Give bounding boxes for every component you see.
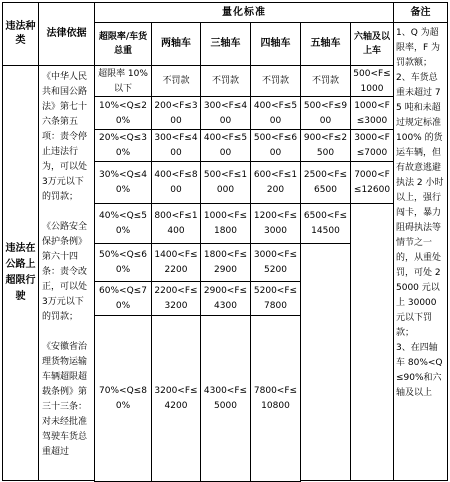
three-axle-cell-text: 400<F≤500 <box>203 133 248 158</box>
overload-rate-cell-text: 40%<Q≤50% <box>99 211 147 236</box>
four-axle-cell <box>250 203 301 245</box>
five-axle-header-text: 五轴车 <box>310 38 341 49</box>
overload-rate-cell-text: 10%<Q≤20% <box>99 100 147 126</box>
four-axle-cell-text: 400<F≤500 <box>253 100 298 126</box>
quantification-standard-header <box>94 2 394 23</box>
five-axle-cell <box>300 243 351 481</box>
three-axle-cell <box>200 129 251 163</box>
three-axle-header-text: 三轴车 <box>210 38 241 49</box>
four-axle-cell <box>250 281 301 317</box>
overload-rate-cell-text: 30%<Q≤40% <box>99 170 147 195</box>
three-axle-cell <box>200 315 251 482</box>
four-axle-cell-text: 1200<F≤3000 <box>253 211 298 236</box>
overload-rate-cell-text: 超限率 10%以下 <box>98 68 148 94</box>
three-axle-cell-text: 1000<F≤1800 <box>203 211 248 236</box>
three-axle-cell-text: 500<F≤1000 <box>203 170 248 195</box>
two-axle-cell <box>151 281 201 317</box>
four-axle-cell-text: 5200<F≤7800 <box>253 286 298 311</box>
two-axle-cell <box>151 129 201 163</box>
two-axle-header-text: 两轴车 <box>161 38 191 49</box>
six-axle-cell-text: 500<F≤1000 <box>353 68 391 94</box>
two-axle-cell-text: 800<F≤1400 <box>154 211 198 236</box>
six-axle-cell-text: 1000<F≤3000 <box>354 100 390 126</box>
overload-rate-cell-text: 20%<Q≤30% <box>99 133 147 158</box>
four-axle-cell-text: 7800<F≤10800 <box>253 385 298 411</box>
overload-rate-header-text: 超限率/车货总重 <box>98 32 148 56</box>
remarks-text: 1、Q 为超限率，F 为罚款额； 2、车货总重未超过 75 吨和未超过规定标准 100% 的货运车辆，但有故意逃避执法 2 小时以上，强行闯卡，暴力阻碍执法等情节之一的，从重处罚，可处 25000 元以上 30000 元以下罚款； 3、在四轴车 80%<Q≤90%和六轴及以上 <box>396 28 444 398</box>
two-axle-cell-text: 400<F≤800 <box>154 170 198 195</box>
four-axle-cell <box>250 315 301 482</box>
three-axle-cell-text: 300<F≤400 <box>203 100 248 126</box>
four-axle-header <box>250 22 301 66</box>
overload-rate-cell <box>94 203 152 245</box>
four-axle-cell-text: 不罚款 <box>261 76 289 86</box>
four-axle-cell <box>250 243 301 283</box>
two-axle-cell <box>151 315 201 482</box>
overload-rate-cell <box>94 315 152 482</box>
three-axle-cell <box>200 243 251 283</box>
five-axle-cell <box>300 203 351 245</box>
three-axle-cell <box>200 281 251 317</box>
two-axle-cell-text: 300<F≤400 <box>154 133 198 158</box>
four-axle-cell-text: 3000<F≤5200 <box>253 250 298 275</box>
two-axle-cell <box>151 96 201 131</box>
four-axle-cell-text: 500<F≤600 <box>253 133 298 158</box>
three-axle-cell-text: 1800<F≤2900 <box>203 250 248 275</box>
remarks-header-text: 备注 <box>410 6 431 18</box>
five-axle-cell <box>300 129 351 163</box>
six-axle-cell <box>350 161 394 205</box>
overload-rate-cell <box>94 243 152 283</box>
overload-rate-cell-text: 70%<Q≤80% <box>99 385 147 411</box>
three-axle-header <box>200 22 251 66</box>
six-axle-cell-text: 3000<F≤7000 <box>354 133 390 158</box>
three-axle-cell-text: 2900<F≤4300 <box>203 286 248 311</box>
two-axle-cell-text: 1400<F≤2200 <box>154 250 198 275</box>
five-axle-cell-text: 不罚款 <box>311 76 339 86</box>
four-axle-cell <box>250 161 301 205</box>
four-axle-cell-text: 600<F≤1200 <box>253 170 298 195</box>
two-axle-cell-text: 不罚款 <box>162 76 190 86</box>
overload-rate-cell <box>94 161 152 205</box>
five-axle-cell-text: 6500<F≤14500 <box>303 211 348 236</box>
four-axle-cell <box>250 65 301 98</box>
six-axle-cell <box>350 203 394 481</box>
three-axle-cell <box>200 161 251 205</box>
four-axle-cell <box>250 129 301 163</box>
overload-rate-header <box>94 22 152 66</box>
legal-basis-cell <box>38 65 95 481</box>
six-axle-cell <box>350 96 394 131</box>
overload-rate-cell <box>94 129 152 163</box>
legal-basis-header-text: 法律依据 <box>46 28 87 39</box>
two-axle-cell <box>151 65 201 98</box>
overload-rate-cell-text: 60%<Q≤70% <box>99 286 147 311</box>
quantification-standard-header-text: 量化标准 <box>222 6 266 18</box>
overload-rate-cell <box>94 65 152 98</box>
six-axle-header-text: 六轴及以上车 <box>353 32 390 56</box>
six-axle-cell <box>350 65 394 98</box>
six-axle-cell <box>350 129 394 163</box>
violation-type-text: 违法在公路上超限行驶 <box>5 243 36 302</box>
two-axle-cell <box>151 161 201 205</box>
two-axle-header <box>151 22 201 66</box>
remarks-cell <box>393 22 448 481</box>
five-axle-cell <box>300 96 351 131</box>
two-axle-cell <box>151 203 201 245</box>
three-axle-cell-text: 4300<F≤5000 <box>203 385 248 411</box>
five-axle-cell-text: 500<F≤900 <box>303 100 348 126</box>
five-axle-cell-text: 900<F≤2500 <box>303 133 348 158</box>
three-axle-cell <box>200 65 251 98</box>
three-axle-cell-text: 不罚款 <box>211 76 239 86</box>
violation-type-header <box>2 2 39 66</box>
three-axle-cell <box>200 203 251 245</box>
two-axle-cell-text: 3200<F≤4200 <box>154 385 198 411</box>
overload-rate-cell <box>94 281 152 317</box>
remarks-header <box>393 2 448 23</box>
six-axle-header <box>350 22 394 66</box>
five-axle-header <box>300 22 351 66</box>
violation-type-header-text: 违法种类 <box>5 21 36 46</box>
overload-rate-cell-text: 50%<Q≤60% <box>99 250 147 275</box>
two-axle-cell <box>151 243 201 283</box>
six-axle-cell-text: 7000<F≤12600 <box>353 170 391 195</box>
overload-rate-cell <box>94 96 152 131</box>
three-axle-cell <box>200 96 251 131</box>
two-axle-cell-text: 2200<F≤3200 <box>154 286 198 311</box>
four-axle-header-text: 四轴车 <box>260 38 291 49</box>
violation-type-cell <box>2 65 39 481</box>
legal-basis-text: 《中华人民共和国公路法》第七十六条第五项：责令停止违法行为，可以处3万元以下的罚款； 《公路安全保护条例》第六十四条：责令改正，可以处3万元以下的罚款； 《安徽省治理货物运输车辆超限超载条例》第三十三条：对未经批准驾驶车货总重超过 <box>42 72 88 457</box>
four-axle-cell <box>250 96 301 131</box>
five-axle-cell <box>300 65 351 98</box>
five-axle-cell-text: 2500<F≤6500 <box>303 170 348 195</box>
two-axle-cell-text: 200<F≤300 <box>154 100 198 126</box>
five-axle-cell <box>300 161 351 205</box>
legal-basis-header <box>38 2 95 66</box>
